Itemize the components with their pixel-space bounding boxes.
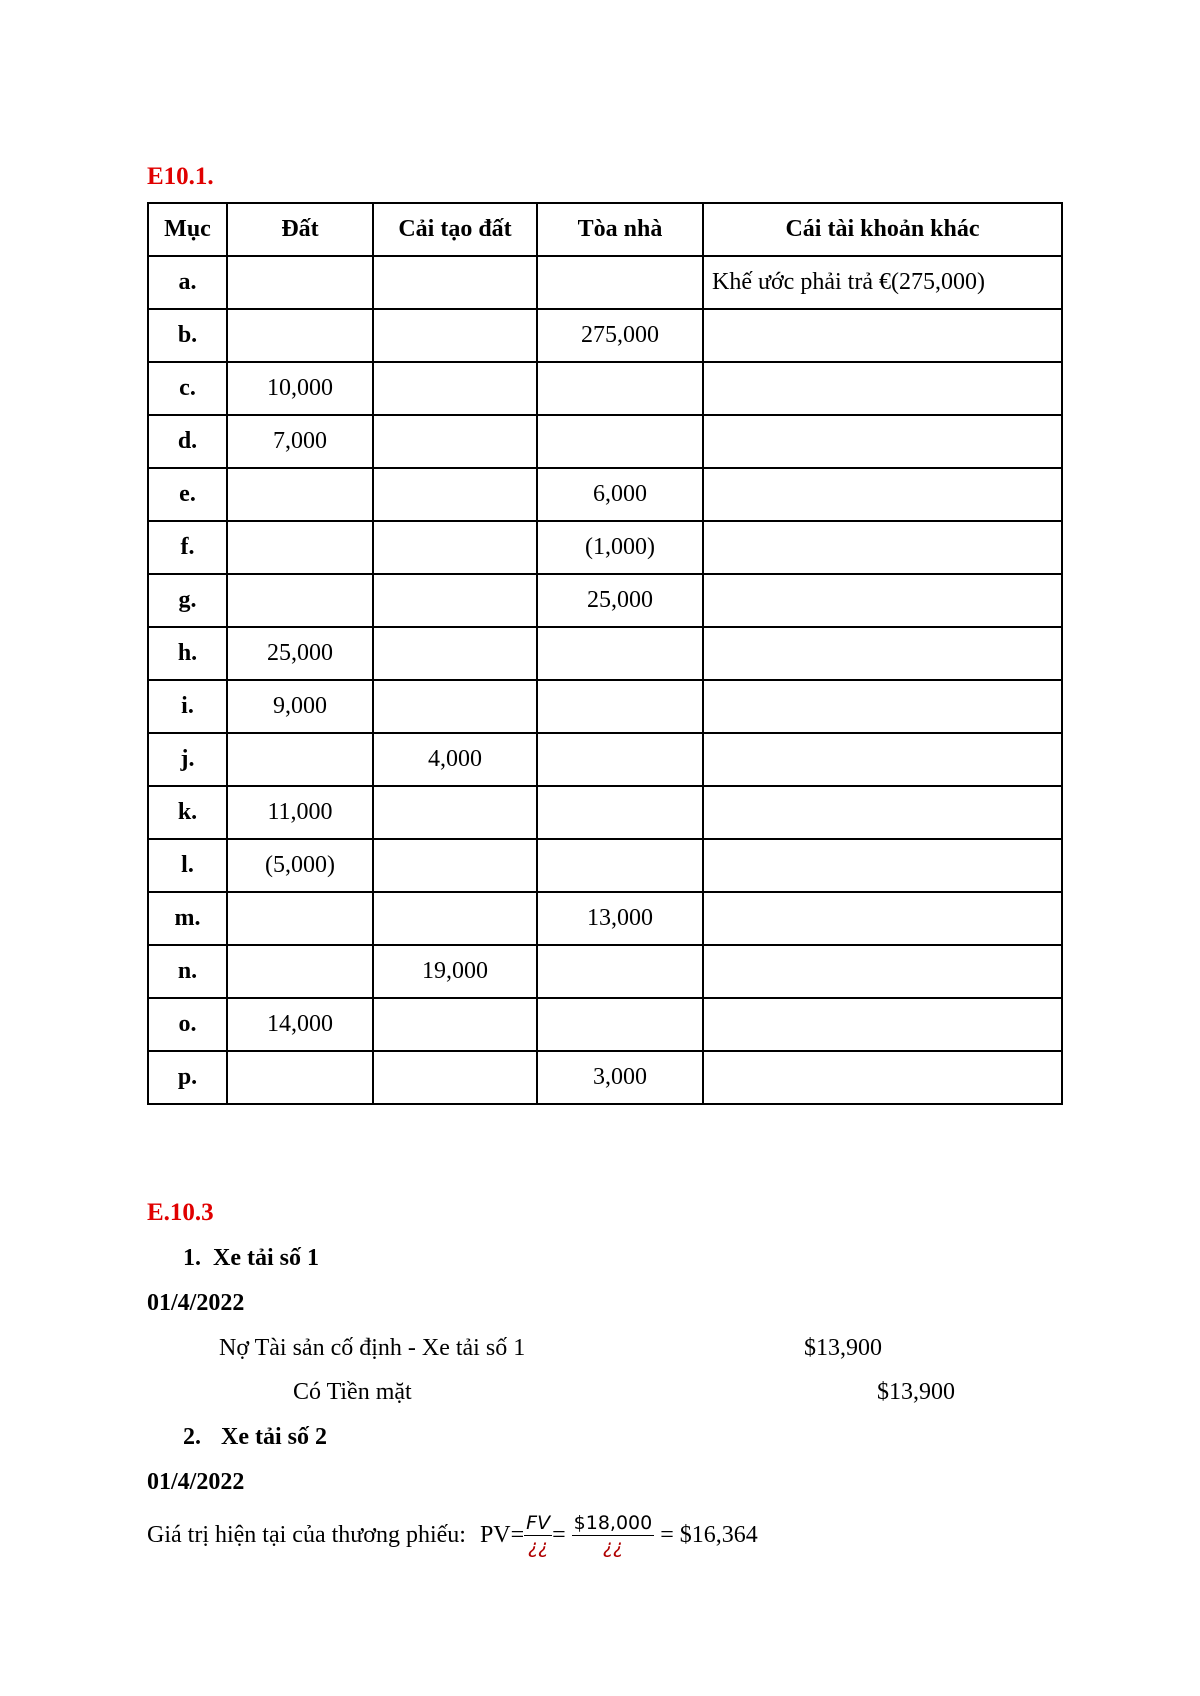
fraction-amount-numerator: $18,000 [573,1512,653,1534]
table-row [148,1051,1062,1104]
table-row [148,362,1062,415]
fraction-amount-denominator: ¿¿ [602,1536,624,1558]
table-row [148,892,1062,945]
table-row [148,415,1062,468]
cell-cai-tao-dat [373,415,537,468]
cell-toa-nha [537,627,703,680]
table-header-row [148,203,1062,256]
cell-tai-khoan-khac [703,733,1062,786]
cell-toa-nha [537,256,703,309]
cell-item: k. [148,786,227,839]
cell-item: n. [148,945,227,998]
cell-cai-tao-dat [373,998,537,1051]
item-1-heading [183,1245,319,1272]
debit-entry-amount: $13,900 [804,1335,882,1361]
date-2: 01/4/2022 [147,1469,245,1495]
cell-dat: (5,000) [227,839,373,892]
item-1-number: 1. [183,1245,201,1271]
section-title-e10-1: E10.1. [147,163,214,190]
table-row [148,945,1062,998]
present-value-line [147,1513,758,1560]
cell-cai-tao-dat [373,574,537,627]
cell-tai-khoan-khac [703,945,1062,998]
table-row [148,256,1062,309]
cell-cai-tao-dat [373,786,537,839]
cell-toa-nha [537,839,703,892]
cell-tai-khoan-khac: Khế ước phải trả €(275,000) [703,256,1062,309]
cell-cai-tao-dat [373,521,537,574]
cell-item: e. [148,468,227,521]
cell-cai-tao-dat [373,309,537,362]
cell-item: j. [148,733,227,786]
cell-dat: 7,000 [227,415,373,468]
table-row [148,309,1062,362]
header-cai-tao-dat: Cải tạo đất [373,203,537,256]
header-muc: Mục [148,203,227,256]
table-row [148,521,1062,574]
cell-cai-tao-dat [373,680,537,733]
header-toa-nha: Tòa nhà [537,203,703,256]
cell-toa-nha [537,362,703,415]
cell-tai-khoan-khac [703,627,1062,680]
table-row [148,839,1062,892]
cell-dat [227,1051,373,1104]
table-row [148,733,1062,786]
cell-item: d. [148,415,227,468]
cell-tai-khoan-khac [703,1051,1062,1104]
cell-item: m. [148,892,227,945]
cell-toa-nha: 25,000 [537,574,703,627]
table-row [148,786,1062,839]
cell-tai-khoan-khac [703,309,1062,362]
pv-prefix: Giá trị hiện tại của thương phiếu: [147,1522,466,1549]
cell-tai-khoan-khac [703,521,1062,574]
credit-entry-amount: $13,900 [877,1379,955,1405]
cell-item: g. [148,574,227,627]
cell-toa-nha [537,998,703,1051]
cell-dat [227,309,373,362]
cell-toa-nha: 13,000 [537,892,703,945]
header-dat: Đất [227,203,373,256]
cell-tai-khoan-khac [703,362,1062,415]
cell-toa-nha: 275,000 [537,309,703,362]
item-2-number: 2. [183,1424,201,1450]
cell-item: a. [148,256,227,309]
pv-label: PV= [479,1522,525,1549]
cell-item: p. [148,1051,227,1104]
cell-dat [227,574,373,627]
cell-item: o. [148,998,227,1051]
header-tai-khoan-khac: Cái tài khoản khác [703,203,1062,256]
fraction-amount [572,1511,655,1558]
section-title-e10-3: E.10.3 [147,1199,214,1226]
cell-toa-nha [537,680,703,733]
cell-tai-khoan-khac [703,998,1062,1051]
cell-tai-khoan-khac [703,839,1062,892]
cell-tai-khoan-khac [703,680,1062,733]
cell-dat [227,468,373,521]
asset-allocation-table [147,202,1063,1105]
debit-entry-label: Nợ Tài sản cố định - Xe tải số 1 [219,1335,526,1361]
fraction-fv-denominator: ¿¿ [528,1536,549,1558]
cell-item: h. [148,627,227,680]
cell-item: c. [148,362,227,415]
cell-toa-nha [537,415,703,468]
equals-sign: = [552,1522,566,1549]
item-1-label: Xe tải số 1 [213,1245,319,1271]
cell-tai-khoan-khac [703,786,1062,839]
cell-toa-nha [537,786,703,839]
cell-toa-nha [537,733,703,786]
cell-cai-tao-dat: 4,000 [373,733,537,786]
cell-item: l. [148,839,227,892]
cell-tai-khoan-khac [703,468,1062,521]
cell-toa-nha: 6,000 [537,468,703,521]
cell-dat [227,256,373,309]
cell-cai-tao-dat [373,839,537,892]
cell-dat: 10,000 [227,362,373,415]
table-row [148,468,1062,521]
cell-tai-khoan-khac [703,574,1062,627]
cell-item: f. [148,521,227,574]
cell-cai-tao-dat [373,892,537,945]
date-1: 01/4/2022 [147,1290,245,1316]
cell-cai-tao-dat [373,468,537,521]
item-2-label: Xe tải số 2 [221,1424,327,1450]
cell-dat [227,521,373,574]
cell-toa-nha: (1,000) [537,521,703,574]
pv-result: = $16,364 [660,1522,758,1549]
table-row [148,998,1062,1051]
fraction-fv-numerator: FV [526,1512,551,1534]
cell-dat: 14,000 [227,998,373,1051]
credit-entry-label: Có Tiền mặt [293,1379,412,1405]
cell-dat [227,892,373,945]
table-row [148,680,1062,733]
cell-cai-tao-dat: 19,000 [373,945,537,998]
cell-cai-tao-dat [373,256,537,309]
cell-cai-tao-dat [373,627,537,680]
cell-tai-khoan-khac [703,892,1062,945]
cell-tai-khoan-khac [703,415,1062,468]
cell-dat [227,945,373,998]
cell-dat: 9,000 [227,680,373,733]
cell-cai-tao-dat [373,362,537,415]
cell-cai-tao-dat [373,1051,537,1104]
cell-item: b. [148,309,227,362]
item-2-heading [183,1424,327,1451]
cell-toa-nha: 3,000 [537,1051,703,1104]
cell-item: i. [148,680,227,733]
cell-dat [227,733,373,786]
table-row [148,627,1062,680]
cell-dat: 11,000 [227,786,373,839]
cell-dat: 25,000 [227,627,373,680]
cell-toa-nha [537,945,703,998]
table-row [148,574,1062,627]
fraction-fv [524,1511,552,1558]
